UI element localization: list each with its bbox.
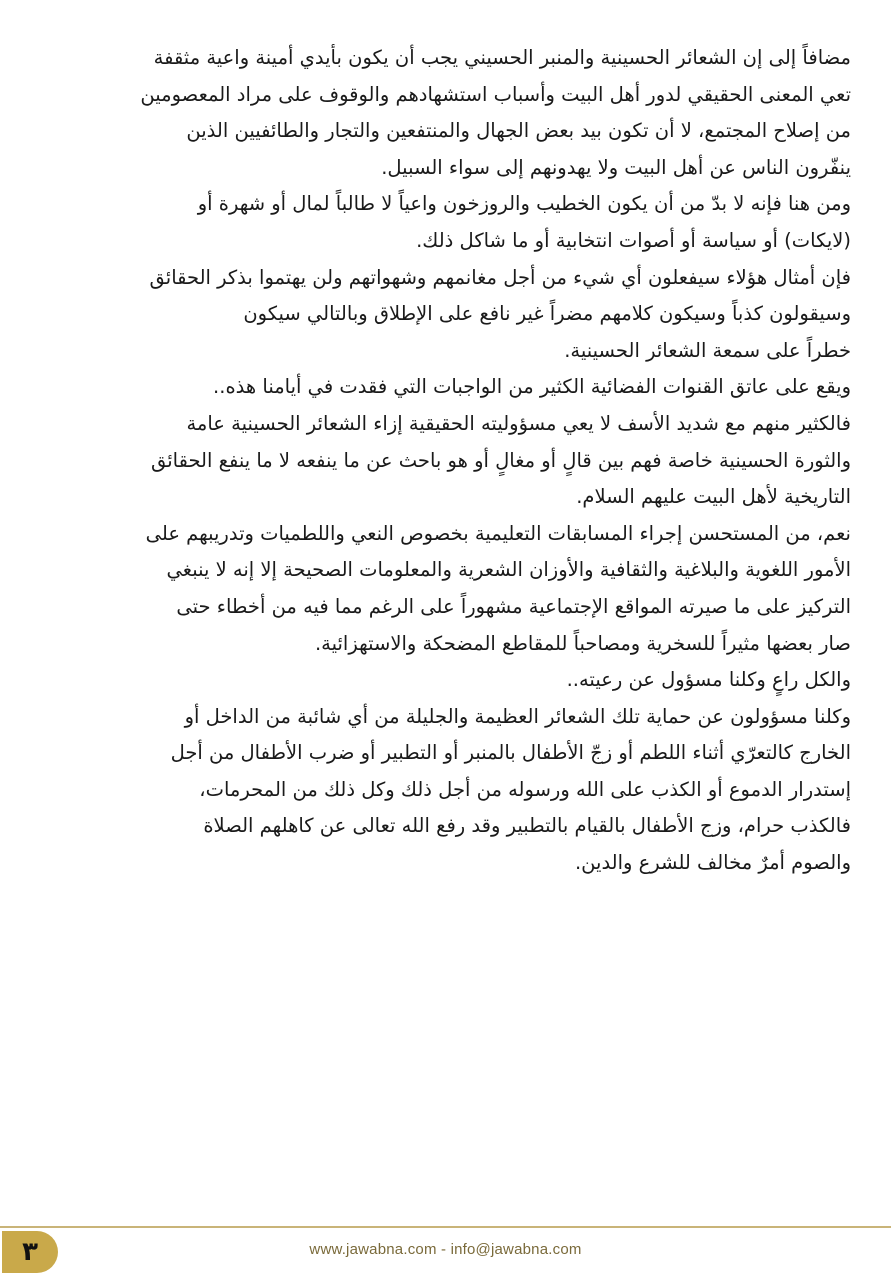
text-line: ينفّرون الناس عن أهل البيت ولا يهدونهم إلى سواء السبيل. xyxy=(381,155,851,179)
article-body xyxy=(38,40,851,882)
text-line: ويقع على عاتق القنوات الفضائية الكثير من الواجبات التي فقدت في أيامنا هذه.. xyxy=(213,375,851,399)
text-line: والكل راعٍ وكلنا مسؤول عن رعيته.. xyxy=(566,668,851,692)
text-line: وسيقولون كذباً وسيكون كلامهم مضراً غير نافع على الإطلاق وبالتالي سيكون xyxy=(243,302,851,326)
text-line: التاريخية لأهل البيت عليهم السلام. xyxy=(576,485,851,509)
page-number: ٣ xyxy=(22,1237,38,1267)
text-line: الخارج كالتعرّي أثناء اللطم أو زجّ الأطفال بالمنبر أو التطبير أو ضرب الأطفال من أجل xyxy=(170,741,851,765)
text-line: وكلنا مسؤولون عن حماية تلك الشعائر العظيمة والجليلة من أي شائبة من الداخل أو xyxy=(184,704,851,728)
text-line: فإن أمثال هؤلاء سيفعلون أي شيء من أجل مغانمهم وشهواتهم ولن يهتموا بذكر الحقائق xyxy=(149,265,851,289)
footer-contact: www.jawabna.com - info@jawabna.com xyxy=(309,1241,582,1258)
text-line: إستدرار الدموع أو الكذب على الله ورسوله من أجل ذلك وكل ذلك من المحرمات، xyxy=(199,777,851,801)
text-line: فالكثير منهم مع شديد الأسف لا يعي مسؤوليته الحقيقية إزاء الشعائر الحسينية عامة xyxy=(186,411,851,435)
text-line: والصوم أمرٌ مخالف للشرع والدين. xyxy=(574,851,851,875)
text-line: (لايكات) أو سياسة أو أصوات انتخابية أو ما شاكل ذلك. xyxy=(416,228,851,252)
text-line: والثورة الحسينية خاصة فهم بين قالٍ أو مغالٍ أو هو باحث عن ما ينفعه لا ما ينفع الحقائق xyxy=(150,448,851,472)
text-line: مضافاً إلى إن الشعائر الحسينية والمنبر الحسيني يجب أن يكون بأيدي أمينة واعية مثقفة xyxy=(153,46,851,69)
text-line: ومن هنا فإنه لا بدّ من أن يكون الخطيب والروزخون واعياً لا طالباً لمال أو شهرة أو xyxy=(197,192,851,216)
footer-divider xyxy=(0,1226,891,1228)
text-line: تعي المعنى الحقيقي لدور أهل البيت وأسباب استشهادهم والوقوف على مراد المعصومين xyxy=(140,82,851,106)
text-line: الأمور اللغوية والبلاغية والثقافية والأوزان الشعرية والمعلومات الصحيحة إلا إنه لا ينبغي xyxy=(166,558,851,582)
text-line: من إصلاح المجتمع، لا أن تكون بيد بعض الجهال والمنتفعين والتجار والطائفيين الذين xyxy=(186,119,851,143)
text-line: التركيز على ما صيرته المواقع الإجتماعية مشهوراً على الرغم مما فيه من أخطاء حتى xyxy=(176,594,851,618)
text-line: خطراً على سمعة الشعائر الحسينية. xyxy=(564,338,851,362)
text-line: فالكذب حرام، وزج الأطفال بالقيام بالتطبير وقد رفع الله تعالى عن كاهلهم الصلاة xyxy=(203,814,851,838)
text-line: صار بعضها مثيراً للسخرية ومصاحباً للمقاطع المضحكة والاستهزائية. xyxy=(314,631,851,655)
text-line: نعم، من المستحسن إجراء المسابقات التعليمية بخصوص النعي واللطميات وتدريبهم على xyxy=(145,521,851,545)
